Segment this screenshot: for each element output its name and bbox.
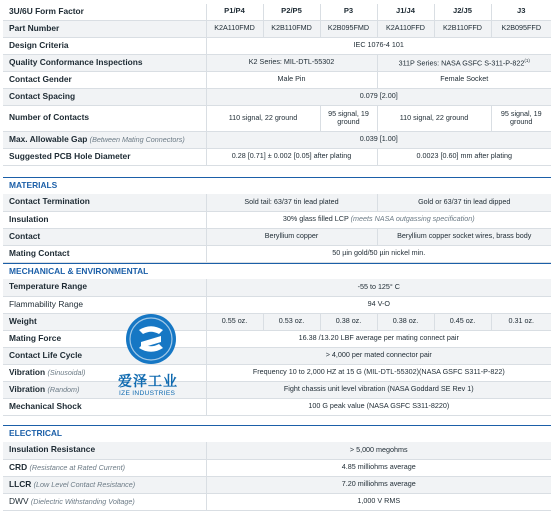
part-number-label: Part Number bbox=[3, 20, 206, 37]
vibration-random-value: Fight chassis unit level vibration (NASA Goddard SE Rev 1) bbox=[206, 381, 551, 398]
llcr-label: LLCR (Low Level Contact Resistance) bbox=[3, 476, 206, 493]
weight-cell: 0.45 oz. bbox=[434, 313, 491, 330]
column-header: J3 bbox=[491, 4, 551, 20]
weight-cell: 0.55 oz. bbox=[206, 313, 263, 330]
materials-section-title: MATERIALS bbox=[3, 177, 551, 192]
vibration-sinusoidal-label: Vibration (Sinusoidal) bbox=[3, 364, 206, 381]
column-header: J2/J5 bbox=[434, 4, 491, 20]
dwv-label: DWV (Dielectric Withstanding Voltage) bbox=[3, 493, 206, 510]
spec-table-general bbox=[3, 4, 551, 166]
insulation-resistance-value: > 5,000 megohms bbox=[206, 442, 551, 459]
flammability-row bbox=[3, 296, 551, 313]
vibration-sinusoidal-row bbox=[3, 364, 551, 381]
column-header: P1/P4 bbox=[206, 4, 263, 20]
contact-termination-row bbox=[3, 194, 551, 211]
num-contacts-p3: 95 signal, 19 ground bbox=[320, 105, 377, 131]
weight-row bbox=[3, 313, 551, 330]
spec-table-mechanical bbox=[3, 279, 551, 416]
spec-table-electrical bbox=[3, 442, 551, 511]
contact-life-value: > 4,000 per mated connector pair bbox=[206, 347, 551, 364]
quality-311p-value: 311P Series: NASA GSFC S-311-P-822$^{(1)}$ bbox=[377, 54, 551, 71]
design-criteria-row bbox=[3, 37, 551, 54]
design-criteria-value: IEC 1076-4 101 bbox=[206, 37, 551, 54]
logo-chinese-text: 爱泽工业 bbox=[118, 373, 178, 389]
vibration-random-label: Vibration (Random) bbox=[3, 381, 206, 398]
quality-k2-value: K2 Series: MIL-DTL-55302 bbox=[206, 54, 377, 71]
part-number-cell: K2A110FFD bbox=[377, 20, 434, 37]
number-of-contacts-label: Number of Contacts bbox=[3, 105, 206, 131]
column-header: P2/P5 bbox=[263, 4, 320, 20]
pcb-hole-male-value: 0.28 [0.71] ± 0.002 [0.05] after plating bbox=[206, 148, 377, 165]
temperature-label: Temperature Range bbox=[3, 279, 206, 296]
contact-female-value: Beryllium copper socket wires, brass body bbox=[377, 228, 551, 245]
mating-contact-label: Mating Contact bbox=[3, 245, 206, 262]
contact-male-value: Beryllium copper bbox=[206, 228, 377, 245]
termination-female-value: Gold or 63/37 tin lead dipped bbox=[377, 194, 551, 211]
pcb-hole-row bbox=[3, 148, 551, 165]
dwv-row bbox=[3, 493, 551, 510]
termination-male-value: Sold tail: 63/37 tin lead plated bbox=[206, 194, 377, 211]
mechanical-shock-value: 100 G peak value (NASA GSFC S311-8220) bbox=[206, 398, 551, 415]
contact-life-label: Contact Life Cycle bbox=[3, 347, 206, 364]
contact-spacing-value: 0.079 [2.00] bbox=[206, 88, 551, 105]
gender-male-value: Male Pin bbox=[206, 71, 377, 88]
num-contacts-p1p2: 110 signal, 22 ground bbox=[206, 105, 320, 131]
contact-termination-label: Contact Termination bbox=[3, 194, 206, 211]
mechanical-section-title: MECHANICAL & ENVIRONMENTAL bbox=[3, 263, 551, 278]
max-gap-row bbox=[3, 131, 551, 148]
weight-cell: 0.53 oz. bbox=[263, 313, 320, 330]
contact-material-label: Contact bbox=[3, 228, 206, 245]
gender-female-value: Female Socket bbox=[377, 71, 551, 88]
crd-label: CRD (Resistance at Rated Current) bbox=[3, 459, 206, 476]
crd-value: 4.85 milliohms average bbox=[206, 459, 551, 476]
mating-contact-value: 50 µin gold/50 µin nickel min. bbox=[206, 245, 551, 262]
mating-force-label: Mating Force bbox=[3, 330, 206, 347]
vibration-sinusoidal-value: Frequency 10 to 2,000 HZ at 15 G (MIL-DTL-55302)(NASA GSFC S311-P-822) bbox=[206, 364, 551, 381]
flammability-label: Flammability Range bbox=[3, 296, 206, 313]
weight-cell: 0.38 oz. bbox=[377, 313, 434, 330]
weight-cell: 0.38 oz. bbox=[320, 313, 377, 330]
crd-row bbox=[3, 459, 551, 476]
weight-cell: 0.31 oz. bbox=[491, 313, 551, 330]
dwv-value: 1,000 V RMS bbox=[206, 493, 551, 510]
contact-life-row bbox=[3, 347, 551, 364]
mechanical-shock-row bbox=[3, 398, 551, 415]
contact-spacing-row bbox=[3, 88, 551, 105]
mating-force-value: 16.38 /13.20 LBF average per mating connect pair bbox=[206, 330, 551, 347]
form-factor-row bbox=[3, 4, 551, 20]
quality-label: Quality Conformance Inspections bbox=[3, 54, 206, 71]
pcb-hole-label: Suggested PCB Hole Diameter bbox=[3, 148, 206, 165]
contact-gender-label: Contact Gender bbox=[3, 71, 206, 88]
insulation-label: Insulation bbox=[3, 211, 206, 228]
temperature-row bbox=[3, 279, 551, 296]
insulation-resistance-row bbox=[3, 442, 551, 459]
spec-table-materials bbox=[3, 194, 551, 263]
part-number-cell: K2B110FMD bbox=[263, 20, 320, 37]
part-number-cell: K2A110FMD bbox=[206, 20, 263, 37]
logo-english-text: IZE INDUSTRIES bbox=[119, 390, 176, 397]
part-number-row bbox=[3, 20, 551, 37]
electrical-section-title: ELECTRICAL bbox=[3, 425, 551, 440]
max-gap-label: Max. Allowable Gap (Between Mating Connectors) bbox=[3, 131, 206, 148]
number-of-contacts-row bbox=[3, 105, 551, 131]
weight-label: Weight bbox=[3, 313, 206, 330]
part-number-cell: K2B095FFD bbox=[491, 20, 551, 37]
contact-gender-row bbox=[3, 71, 551, 88]
quality-row bbox=[3, 54, 551, 71]
form-factor-label: 3U/6U Form Factor bbox=[3, 4, 206, 20]
llcr-value: 7.20 milliohms average bbox=[206, 476, 551, 493]
temperature-value: -55 to 125° C bbox=[206, 279, 551, 296]
column-header: P3 bbox=[320, 4, 377, 20]
max-gap-value: 0.039 [1.00] bbox=[206, 131, 551, 148]
insulation-row bbox=[3, 211, 551, 228]
num-contacts-j3: 95 signal, 19 ground bbox=[491, 105, 551, 131]
insulation-resistance-label: Insulation Resistance bbox=[3, 442, 206, 459]
column-header: J1/J4 bbox=[377, 4, 434, 20]
vibration-random-row bbox=[3, 381, 551, 398]
contact-spacing-label: Contact Spacing bbox=[3, 88, 206, 105]
part-number-cell: K2B095FMD bbox=[320, 20, 377, 37]
mating-force-row bbox=[3, 330, 551, 347]
pcb-hole-female-value: 0.0023 [0.60] mm after plating bbox=[377, 148, 551, 165]
mating-contact-row bbox=[3, 245, 551, 262]
llcr-row bbox=[3, 476, 551, 493]
flammability-value: 94 V-O bbox=[206, 296, 551, 313]
contact-material-row bbox=[3, 228, 551, 245]
num-contacts-j1j2: 110 signal, 22 ground bbox=[377, 105, 491, 131]
design-criteria-label: Design Criteria bbox=[3, 37, 206, 54]
mechanical-shock-label: Mechanical Shock bbox=[3, 398, 206, 415]
insulation-value: 30% glass filled LCP (meets NASA outgassing specification) bbox=[206, 211, 551, 228]
part-number-cell: K2B110FFD bbox=[434, 20, 491, 37]
